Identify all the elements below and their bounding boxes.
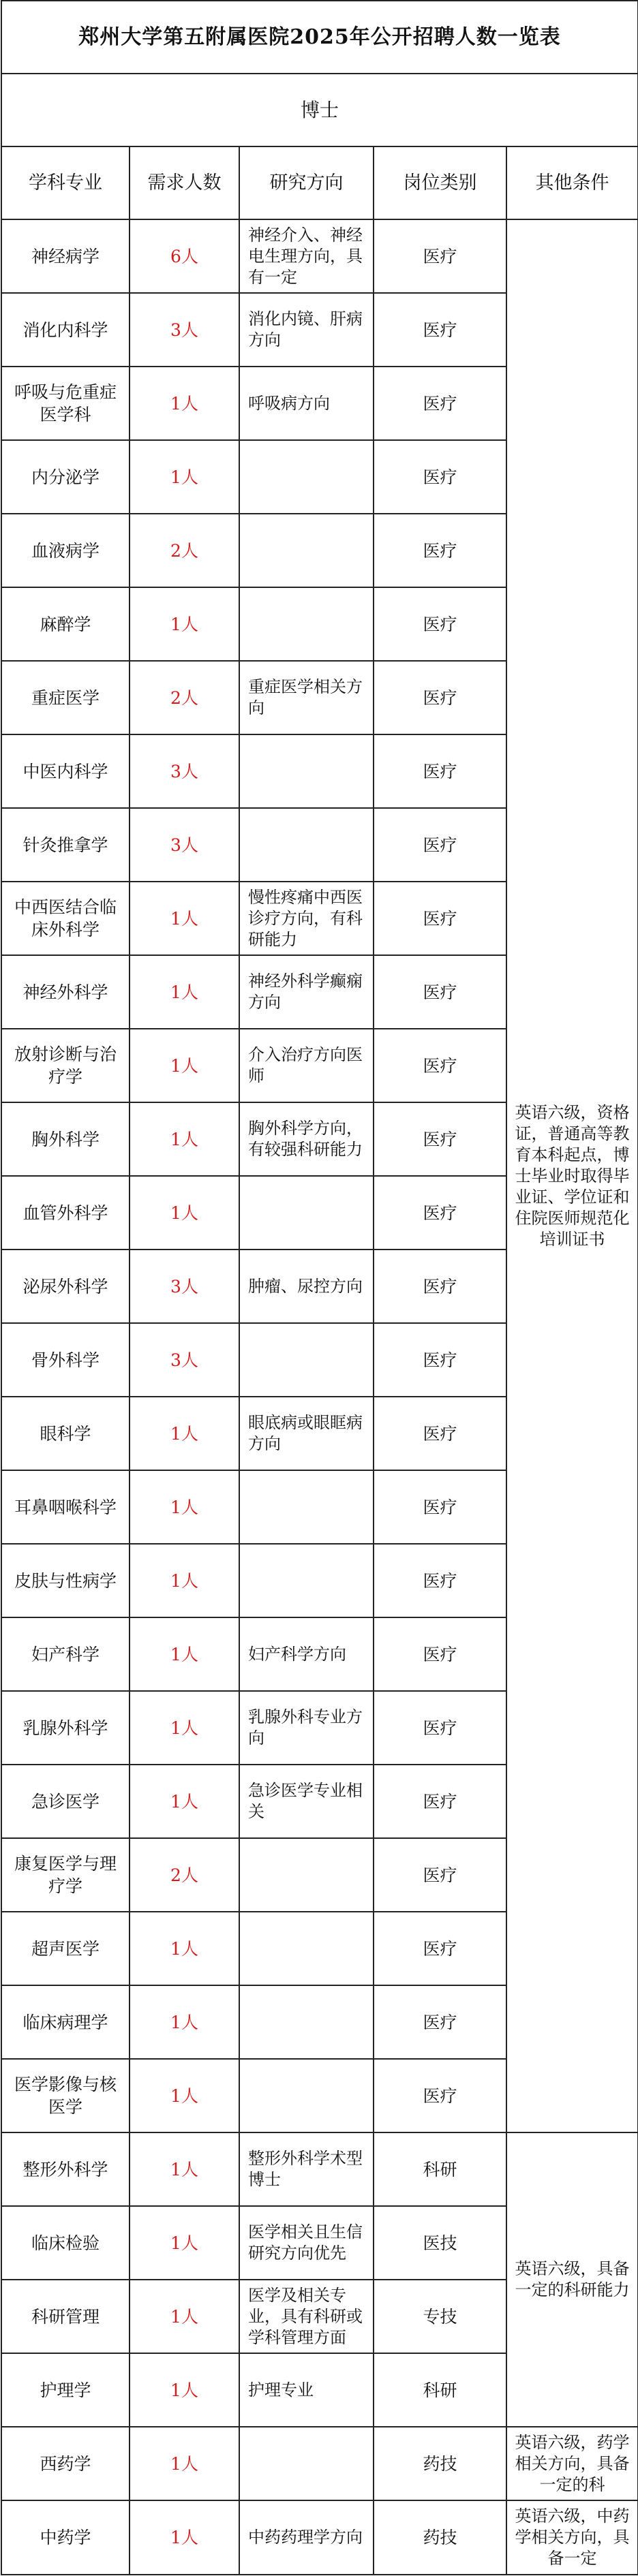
direction-text: 眼底病或眼眶病方向 [248,1413,363,1453]
cell-count: 1人 [130,1765,239,1838]
cell-major: 中西医结合临床外科学 [1,882,130,955]
cell-category: 医疗 [374,1397,506,1470]
cell-major: 呼吸与危重症医学科 [1,367,130,440]
cell-direction [239,1176,374,1250]
cell-category: 医疗 [374,293,506,367]
cell-count: 1人 [130,2059,239,2132]
table-title: 郑州大学第五附属医院2025年公开招聘人数一览表 [1,1,638,74]
cell-count: 3人 [130,293,239,367]
header-category: 岗位类别 [374,146,506,219]
cell-category: 医疗 [374,1029,506,1102]
cell-category: 医疗 [374,1176,506,1250]
cell-category: 专技 [374,2280,506,2353]
cell-count: 1人 [130,1544,239,1617]
cell-category: 医疗 [374,1544,506,1617]
direction-text: 介入治疗方向医师 [248,1045,363,1085]
direction-text: 消化内镜、肝病方向 [248,309,363,350]
conditions-text: 英语六级，资格证，普通高等教育本科起点，博士毕业时取得毕业证、学位证和住院医师规范化培训证书 [515,1102,630,1249]
cell-major: 放射诊断与治疗学 [1,1029,130,1102]
cell-count: 1人 [130,1691,239,1765]
cell-category: 医疗 [374,219,506,293]
cell-category: 医疗 [374,2059,506,2132]
cell-category: 医疗 [374,1838,506,1912]
cell-major: 血管外科学 [1,1176,130,1250]
cell-category: 医疗 [374,1250,506,1323]
cell-count: 1人 [130,2500,239,2575]
direction-text: 神经外科学癫痫方向 [248,972,363,1012]
cell-major: 医学影像与核医学 [1,2059,130,2132]
cell-direction [239,1397,374,1470]
table-row [1,219,638,293]
cell-major: 急诊医学 [1,1765,130,1838]
cell-direction [239,440,374,514]
cell-count: 1人 [130,2132,239,2206]
cell-category: 药技 [374,2500,506,2575]
cell-category: 医技 [374,2206,506,2280]
cell-major: 科研管理 [1,2280,130,2353]
cell-direction [239,1691,374,1765]
cell-count: 1人 [130,2353,239,2427]
cell-direction [239,1838,374,1912]
cell-major: 血液病学 [1,514,130,587]
cell-category: 医疗 [374,882,506,955]
cell-count: 3人 [130,1250,239,1323]
cell-count: 1人 [130,1029,239,1102]
cell-major: 针灸推拿学 [1,808,130,882]
direction-text: 重症医学相关方向 [248,677,363,717]
direction-text: 妇产科学方向 [248,1644,346,1664]
cell-count: 2人 [130,1838,239,1912]
cell-major: 胸外科学 [1,1102,130,1176]
cell-direction [239,2427,374,2500]
cell-count: 2人 [130,661,239,734]
cell-count: 1人 [130,1176,239,1250]
cell-major: 西药学 [1,2427,130,2500]
cell-direction [239,734,374,808]
cell-major: 妇产科学 [1,1617,130,1691]
cell-count: 1人 [130,2280,239,2353]
cell-major: 中医内科学 [1,734,130,808]
cell-category: 医疗 [374,808,506,882]
cell-category: 药技 [374,2427,506,2500]
cell-direction [239,219,374,293]
direction-text: 整形外科学术型博士 [248,2149,363,2189]
cell-count: 1人 [130,955,239,1029]
cell-direction [239,1544,374,1617]
header-row [1,146,638,219]
cell-conditions [506,219,638,2132]
cell-count: 1人 [130,367,239,440]
direction-text: 中药药理学方向 [248,2528,363,2547]
cell-count: 1人 [130,1912,239,1985]
cell-count: 6人 [130,219,239,293]
table-row [1,2500,638,2575]
cell-direction [239,587,374,661]
cell-direction [239,1323,374,1397]
cell-count: 3人 [130,808,239,882]
cell-direction [239,1765,374,1838]
cell-direction [239,2280,374,2353]
cell-category: 医疗 [374,587,506,661]
cell-category: 医疗 [374,367,506,440]
cell-count: 1人 [130,587,239,661]
cell-major: 整形外科学 [1,2132,130,2206]
direction-text: 医学及相关专业，具有科研或学科管理方面 [248,2285,363,2347]
header-direction: 研究方向 [239,146,374,219]
cell-major: 超声医学 [1,1912,130,1985]
direction-text: 肿瘤、尿控方向 [248,1276,363,1296]
cell-conditions [506,2427,638,2500]
cell-category: 医疗 [374,1617,506,1691]
cell-category: 医疗 [374,1102,506,1176]
cell-category: 科研 [374,2132,506,2206]
header-major: 学科专业 [1,146,130,219]
cell-count: 1人 [130,1397,239,1470]
direction-text: 神经介入、神经电生理方向，具有一定 [248,225,363,287]
cell-direction [239,2059,374,2132]
cell-count: 1人 [130,1617,239,1691]
header-count: 需求人数 [130,146,239,219]
cell-category: 医疗 [374,1985,506,2059]
cell-major: 内分泌学 [1,440,130,514]
cell-category: 医疗 [374,1691,506,1765]
cell-major: 护理学 [1,2353,130,2427]
cell-category: 科研 [374,2353,506,2427]
cell-major: 临床检验 [1,2206,130,2280]
cell-direction [239,2500,374,2575]
cell-major: 重症医学 [1,661,130,734]
cell-direction [239,367,374,440]
cell-category: 医疗 [374,1323,506,1397]
direction-text: 慢性疼痛中西医诊疗方向，有科研能力 [248,887,363,949]
cell-direction [239,1617,374,1691]
cell-major: 神经病学 [1,219,130,293]
cell-major: 泌尿外科学 [1,1250,130,1323]
direction-text: 乳腺外科专业方向 [248,1707,363,1748]
cell-category: 医疗 [374,1470,506,1544]
cell-conditions [506,2132,638,2427]
cell-direction [239,1250,374,1323]
cell-count: 2人 [130,514,239,587]
recruitment-table [1,0,638,2575]
cell-direction [239,293,374,367]
cell-major: 中药学 [1,2500,130,2575]
header-conditions: 其他条件 [506,146,638,219]
cell-direction [239,2132,374,2206]
cell-major: 眼科学 [1,1397,130,1470]
cell-count: 1人 [130,1470,239,1544]
cell-count: 1人 [130,1102,239,1176]
cell-major: 神经外科学 [1,955,130,1029]
direction-text: 胸外科学方向，有较强科研能力 [248,1119,363,1159]
direction-text: 医学相关且生信研究方向优先 [248,2222,363,2263]
conditions-text: 英语六级，具备一定的科研能力 [515,2259,630,2299]
cell-count: 3人 [130,1323,239,1397]
cell-major: 临床病理学 [1,1985,130,2059]
cell-category: 医疗 [374,734,506,808]
cell-major: 皮肤与性病学 [1,1544,130,1617]
cell-category: 医疗 [374,514,506,587]
cell-direction [239,1912,374,1985]
cell-category: 医疗 [374,661,506,734]
section-heading: 博士 [1,74,638,146]
cell-count: 1人 [130,1985,239,2059]
cell-direction [239,955,374,1029]
cell-conditions [506,2500,638,2575]
cell-direction [239,661,374,734]
cell-direction [239,1985,374,2059]
cell-direction [239,1470,374,1544]
direction-text: 呼吸病方向 [248,393,330,413]
cell-major: 骨外科学 [1,1323,130,1397]
cell-direction [239,1029,374,1102]
cell-major: 乳腺外科学 [1,1691,130,1765]
direction-text: 护理专业 [248,2380,314,2400]
cell-count: 1人 [130,2427,239,2500]
cell-count: 1人 [130,882,239,955]
cell-category: 医疗 [374,955,506,1029]
cell-major: 康复医学与理疗学 [1,1838,130,1912]
cell-direction [239,882,374,955]
cell-direction [239,514,374,587]
conditions-text: 英语六级，中药学相关方向，具备一定 [515,2507,630,2568]
cell-category: 医疗 [374,1912,506,1985]
cell-major: 消化内科学 [1,293,130,367]
cell-major: 麻醉学 [1,587,130,661]
cell-count: 1人 [130,2206,239,2280]
cell-direction [239,1102,374,1176]
cell-count: 3人 [130,734,239,808]
cell-major: 耳鼻咽喉科学 [1,1470,130,1544]
table-row [1,2132,638,2206]
cell-direction [239,808,374,882]
conditions-text: 英语六级，药学相关方向，具备一定的科 [515,2432,630,2494]
cell-category: 医疗 [374,440,506,514]
cell-count: 1人 [130,440,239,514]
direction-text: 急诊医学专业相关 [248,1781,363,1821]
cell-direction [239,2206,374,2280]
table-row [1,2427,638,2500]
cell-category: 医疗 [374,1765,506,1838]
cell-direction [239,2353,374,2427]
